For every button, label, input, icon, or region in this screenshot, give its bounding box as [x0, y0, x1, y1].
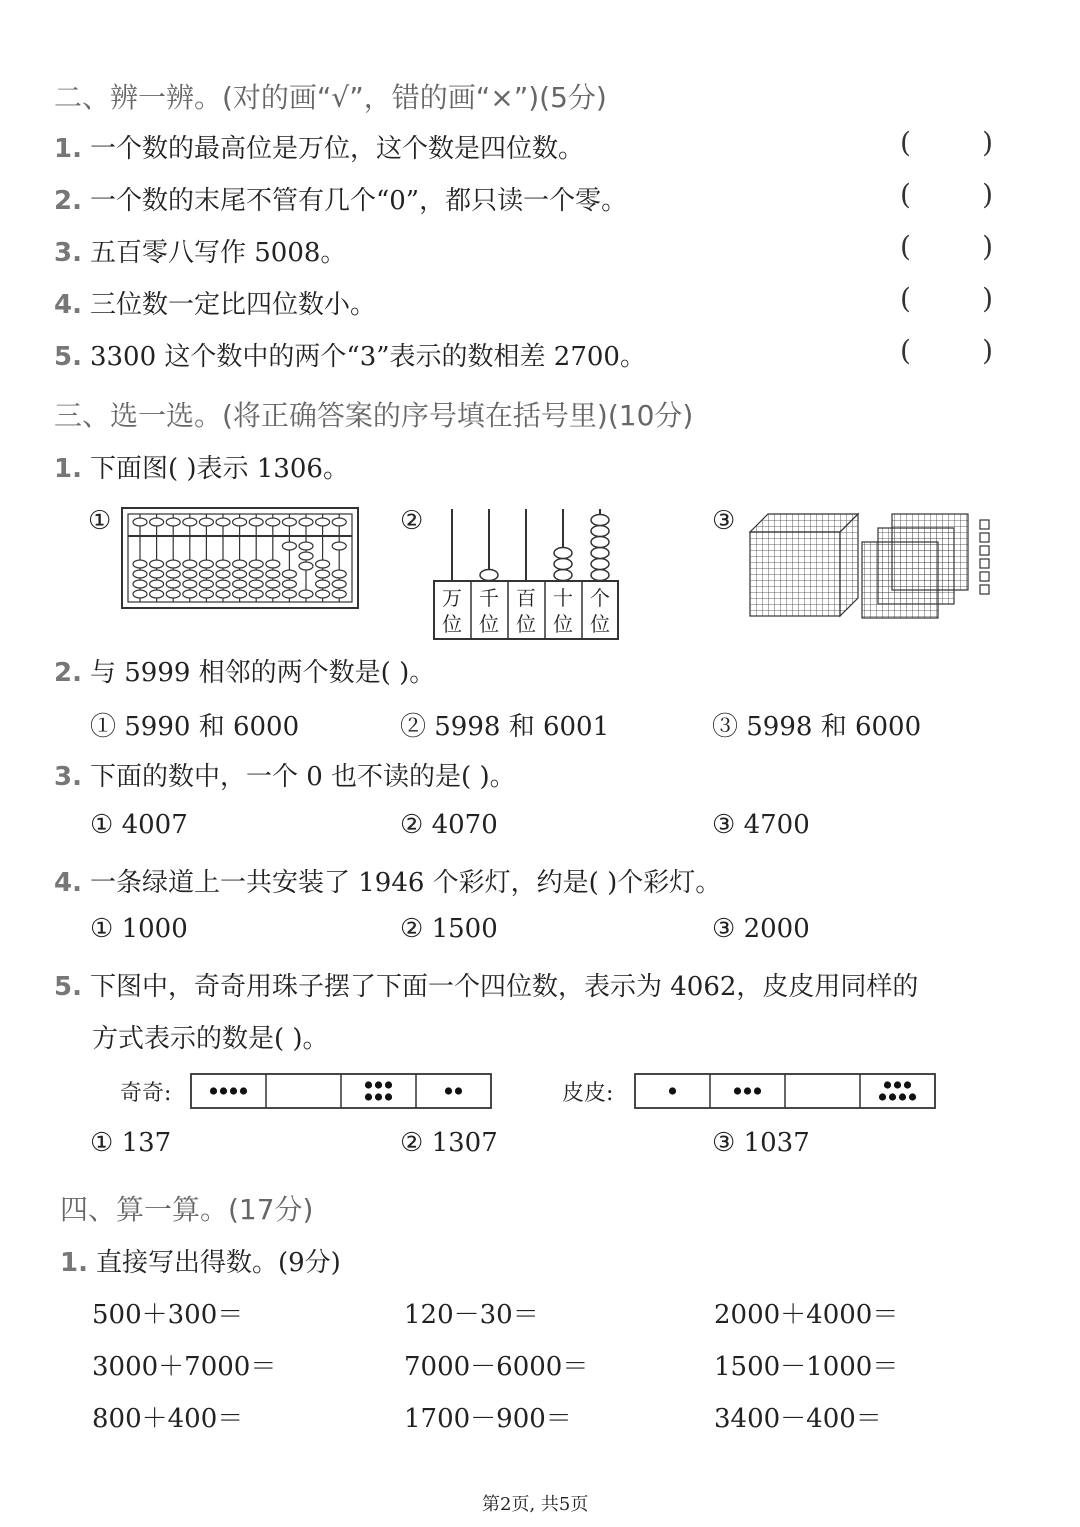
question-text: 一个数的末尾不管有几个“0”，都只读一个零。 [89, 186, 628, 216]
abacus-bead [249, 590, 263, 598]
calc-item: 2000＋4000＝ [714, 1300, 899, 1330]
option-2: ② 5998 和 6001 [400, 712, 610, 742]
abacus-bead [133, 590, 147, 598]
abacus-bead [216, 580, 230, 588]
abacus-bead [216, 560, 230, 568]
option-1: ① 4007 [90, 810, 188, 840]
abacus-bead [299, 590, 313, 598]
unit-cube [980, 572, 989, 581]
qiqi-label: 奇奇: [120, 1081, 172, 1106]
abacus-bead [249, 580, 263, 588]
frame-bead [554, 559, 572, 570]
abacus-bead [233, 570, 247, 578]
frame-bead [554, 570, 572, 581]
bead-dot [445, 1087, 452, 1094]
frame-bead [554, 548, 572, 559]
abacus-bead [282, 580, 296, 588]
place-value-label: 位 [553, 612, 573, 636]
answer-blank[interactable]: ( ) [900, 230, 994, 263]
question-number: 4. [54, 290, 82, 320]
abacus-bead [199, 590, 213, 598]
place-value-label: 十 [553, 586, 573, 610]
abacus-bead [332, 590, 346, 598]
bead-dot [455, 1087, 462, 1094]
abacus-bead [249, 570, 263, 578]
question-number: 1. [60, 1248, 88, 1278]
choice-q3 [54, 756, 516, 793]
abacus-bead [133, 518, 147, 526]
abacus-bead [150, 560, 164, 568]
pipi-bead-chart [634, 1072, 938, 1112]
unit-cube [980, 520, 989, 529]
abacus-bead [233, 518, 247, 526]
hundred-flat [862, 542, 938, 618]
calc-item: 500＋300＝ [92, 1300, 244, 1330]
unit-cube [980, 559, 989, 568]
question-text: 与 5999 相邻的两个数是( )。 [89, 658, 436, 688]
option-2: ② 4070 [400, 810, 498, 840]
place-value-label: 百 [516, 586, 536, 610]
place-value-label: 位 [442, 612, 462, 636]
question-text: 3300 这个数中的两个“3”表示的数相差 2700。 [89, 342, 646, 372]
abacus-bead [199, 570, 213, 578]
bead-dot [365, 1093, 372, 1100]
calc-item: 800＋400＝ [92, 1404, 244, 1434]
unit-cube [980, 546, 989, 555]
abacus-bead [266, 590, 280, 598]
place-value-label: 位 [590, 612, 610, 636]
calc-item: 3400－400＝ [714, 1404, 882, 1434]
option-3: ③ 5998 和 6000 [712, 712, 922, 742]
option-3: ③ 2000 [712, 914, 810, 944]
question-number: 1. [54, 454, 82, 484]
abacus-bead [233, 560, 247, 568]
abacus-bead [266, 560, 280, 568]
figure-label-2: ② [400, 506, 424, 536]
bead-dot [884, 1081, 891, 1088]
answer-blank[interactable]: ( ) [900, 334, 994, 367]
question-text: 下面图( )表示 1306。 [89, 454, 349, 484]
option-1: ① 5990 和 6000 [90, 712, 300, 742]
abacus-bead [150, 590, 164, 598]
abacus-bead [299, 552, 313, 560]
question-text: 直接写出得数。(9分) [95, 1248, 341, 1278]
abacus-bead [282, 590, 296, 598]
choice-q4 [54, 862, 721, 899]
calc-item: 1500－1000＝ [714, 1352, 899, 1382]
abacus-bead [249, 518, 263, 526]
question-text: 三位数一定比四位数小。 [89, 290, 376, 320]
bead-dot [899, 1093, 906, 1100]
bead-dot [385, 1093, 392, 1100]
option-3: ③ 1037 [712, 1128, 810, 1158]
abacus-bead [166, 560, 180, 568]
question-number: 2. [54, 186, 82, 216]
question-number: 3. [54, 238, 82, 268]
answer-blank[interactable]: ( ) [900, 126, 994, 159]
judge-item [54, 284, 376, 321]
question-number: 3. [54, 762, 82, 792]
bead-dot [744, 1087, 751, 1094]
judge-item [54, 232, 346, 269]
abacus-bead [299, 562, 313, 570]
place-value-label: 个 [590, 586, 610, 610]
bead-dot [894, 1081, 901, 1088]
bead-dot [385, 1081, 392, 1088]
abacus-bead [316, 560, 330, 568]
frame-bead [591, 548, 609, 559]
option-1: ① 137 [90, 1128, 172, 1158]
abacus-bead [249, 560, 263, 568]
answer-blank[interactable]: ( ) [900, 178, 994, 211]
thousand-cube-front [750, 532, 840, 616]
abacus-bead [183, 570, 197, 578]
abacus-bead [282, 518, 296, 526]
abacus-bead [332, 542, 346, 550]
abacus-bead [332, 580, 346, 588]
calc-item: 1700－900＝ [404, 1404, 572, 1434]
figure-label-1: ① [88, 506, 112, 536]
option-2: ② 1307 [400, 1128, 498, 1158]
abacus-bead [199, 580, 213, 588]
qiqi-bead-chart [190, 1072, 494, 1112]
calc-item: 120－30＝ [404, 1300, 539, 1330]
judge-item [54, 180, 627, 217]
section-3-title: 三、选一选。(将正确答案的序号填在括号里)(10分) [54, 399, 694, 432]
abacus-bead [233, 580, 247, 588]
bead-dot [230, 1087, 237, 1094]
frame-bead [591, 515, 609, 526]
figure-label-3: ③ [712, 506, 736, 536]
question-number: 5. [54, 972, 82, 1002]
abacus-bead [332, 518, 346, 526]
question-number: 4. [54, 868, 82, 898]
place-value-label: 位 [516, 612, 536, 636]
bead-dot [220, 1087, 227, 1094]
bead-dot [375, 1081, 382, 1088]
section-2-title: 二、辨一辨。(对的画“√”，错的画“×”)(5分) [54, 81, 607, 114]
question-text: 一条绿道上一共安装了 1946 个彩灯，约是( )个彩灯。 [89, 868, 722, 898]
bead-dot [879, 1093, 886, 1100]
abacus-bead [166, 580, 180, 588]
frame-bead [591, 526, 609, 537]
pipi-label: 皮皮: [562, 1081, 614, 1106]
choice-q2 [54, 652, 435, 689]
choice-q5 [54, 966, 918, 1003]
place-value-label: 位 [479, 612, 499, 636]
bead-dot [375, 1093, 382, 1100]
abacus-bead [199, 518, 213, 526]
abacus-figure [120, 506, 362, 612]
abacus-bead [332, 570, 346, 578]
bead-dot [754, 1087, 761, 1094]
abacus-bead [299, 542, 313, 550]
question-number: 1. [54, 134, 82, 164]
abacus-bead [150, 518, 164, 526]
unit-cube [980, 585, 989, 594]
abacus-bead [282, 570, 296, 578]
unit-cube [980, 533, 989, 542]
abacus-bead [299, 518, 313, 526]
question-number: 5. [54, 342, 82, 372]
bead-dot [210, 1087, 217, 1094]
bead-dot [669, 1087, 676, 1094]
frame-bead [480, 570, 498, 581]
option-1: ① 1000 [90, 914, 188, 944]
option-2: ② 1500 [400, 914, 498, 944]
bead-dot [904, 1081, 911, 1088]
place-value-label: 万 [442, 586, 462, 610]
abacus-bead [316, 570, 330, 578]
abacus-bead [183, 590, 197, 598]
abacus-bead [133, 580, 147, 588]
abacus-bead [266, 518, 280, 526]
abacus-bead [316, 580, 330, 588]
section-4-title: 四、算一算。(17分) [60, 1193, 314, 1226]
abacus-bead [166, 570, 180, 578]
abacus-bead [216, 570, 230, 578]
place-value-label: 千 [479, 586, 499, 610]
frame-bead [591, 570, 609, 581]
abacus-bead [183, 580, 197, 588]
abacus-bead [133, 560, 147, 568]
choice-q1 [54, 448, 349, 485]
question-text: 下图中，奇奇用珠子摆了下面一个四位数，表示为 4062，皮皮用同样的 [89, 972, 919, 1002]
bead-dot [734, 1087, 741, 1094]
bead-dot [909, 1093, 916, 1100]
calc-item: 7000－6000＝ [404, 1352, 589, 1382]
frame-bead [591, 537, 609, 548]
abacus-bead [133, 570, 147, 578]
question-text: 下面的数中，一个 0 也不读的是( )。 [89, 762, 516, 792]
thousand-cube-side [840, 514, 858, 616]
bead-dot [365, 1081, 372, 1088]
abacus-bead [233, 590, 247, 598]
calc-item: 3000＋7000＝ [92, 1352, 277, 1382]
base-ten-blocks-figure [744, 508, 1000, 620]
question-text: 一个数的最高位是万位，这个数是四位数。 [89, 134, 584, 164]
abacus-bead [316, 518, 330, 526]
abacus-bead [150, 580, 164, 588]
judge-item [54, 336, 646, 373]
thousand-cube-top [750, 514, 858, 532]
abacus-bead [316, 590, 330, 598]
abacus-bead [183, 560, 197, 568]
abacus-bead [199, 560, 213, 568]
judge-item [54, 128, 584, 165]
frame-bead [591, 559, 609, 570]
answer-blank[interactable]: ( ) [900, 282, 994, 315]
abacus-bead [150, 570, 164, 578]
bead-dot [240, 1087, 247, 1094]
question-number: 2. [54, 658, 82, 688]
option-3: ③ 4700 [712, 810, 810, 840]
question-text: 五百零八写作 5008。 [89, 238, 347, 268]
abacus-bead [266, 570, 280, 578]
choice-q5-line2: 方式表示的数是( )。 [92, 1024, 329, 1054]
abacus-bead [282, 542, 296, 550]
calc-q1 [60, 1242, 341, 1279]
abacus-bead [166, 518, 180, 526]
abacus-bead [216, 590, 230, 598]
abacus-bead [183, 518, 197, 526]
page-footer: 第2页, 共5页 [482, 1494, 589, 1515]
counting-frame-figure [432, 505, 622, 641]
abacus-bead [166, 590, 180, 598]
bead-dot [889, 1093, 896, 1100]
abacus-bead [266, 580, 280, 588]
abacus-bead [216, 518, 230, 526]
